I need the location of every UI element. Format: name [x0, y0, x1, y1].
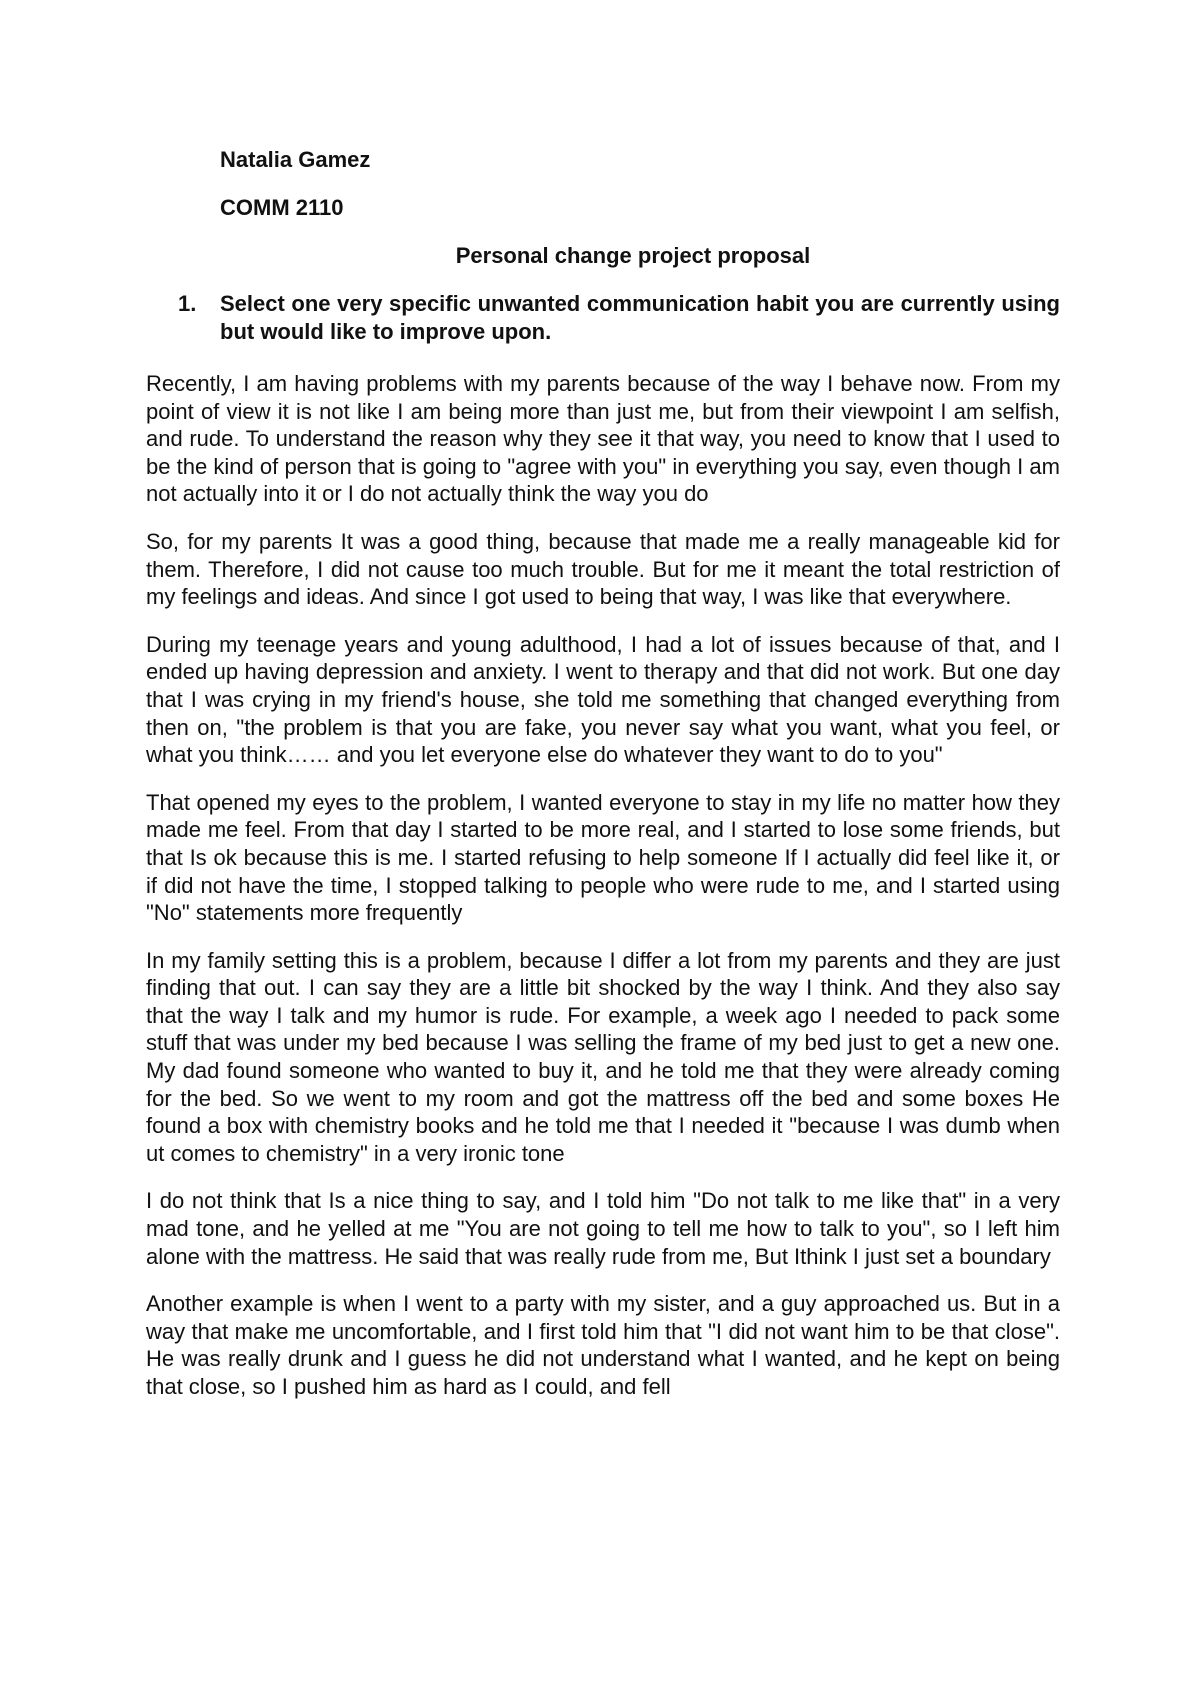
question-number: 1.	[178, 291, 197, 316]
paragraph: I do not think that Is a nice thing to say, and I told him "Do not talk to me like that" in a very mad tone, and he yelled at me "You are not going to tell me how to talk to you", so I left him alone with the mattress. He said that was really rude from me, But Ithink I just set a boundary	[146, 1188, 1060, 1269]
paragraph: Another example is when I went to a party with my sister, and a guy approached us. But in a way that make me uncomfortable, and I first told him that "I did not want him to be that close". He was really drunk and I guess he did not understand what I wanted, and he kept on being that close, so I pushed him as hard as I could, and fell	[146, 1291, 1060, 1399]
question-text: Select one very specific unwanted communication habit you are currently using but would like to improve upon.	[220, 291, 1060, 344]
question-item	[178, 290, 1060, 346]
course-code: COMM 2110	[220, 195, 344, 220]
paragraph: Recently, I am having problems with my parents because of the way I behave now. From my point of view it is not like I am being more than just me, but from their viewpoint I am selfish, and rude. To understand the reason why they see it that way, you need to know that I used to be the kind of person that is going to "agree with you" in everything you say, even though I am not actually into it or I do not actually think the way you do	[146, 371, 1060, 507]
paragraph: In my family setting this is a problem, because I differ a lot from my parents and they are just finding that out. I can say they are a little bit shocked by the way I think. And they also say that the way I talk and my humor is rude. For example, a week ago I needed to pack some stuff that was under my bed because I was selling the frame of my bed just to get a new one. My dad found someone who wanted to buy it, and he told me that they were already coming for the bed. So we went to my room and got the mattress off the bed and some boxes He found a box with chemistry books and he told me that I needed it "because I was dumb when ut comes to chemistry" in a very ironic tone	[146, 947, 1060, 1166]
body-text	[146, 370, 1060, 1421]
author-name: Natalia Gamez	[220, 147, 371, 172]
paragraph: So, for my parents It was a good thing, because that made me a really manageable kid for them. Therefore, I did not cause too much trouble. But for me it meant the total restriction of my feelings and ideas. And since I got used to being that way, I was like that everywhere.	[146, 528, 1060, 610]
paragraph: That opened my eyes to the problem, I wanted everyone to stay in my life no matter how they made me feel. From that day I started to be more real, and I started to lose some friends, but that Is ok because this is me. I started refusing to help someone If I actually did feel like it, or if did not have the time, I stopped talking to people who were rude to me, and I started using "No" statements more frequently	[146, 789, 1060, 926]
paragraph: During my teenage years and young adulthood, I had a lot of issues because of that, and I ended up having depression and anxiety. I went to therapy and that did not work. But one day that I was crying in my friend's house, she told me something that changed everything from then on, "the problem is that you are fake, you never say what you want, what you feel, or what you think…… and you let everyone else do whatever they want to do to you"	[146, 631, 1060, 768]
document-title: Personal change project proposal	[455, 243, 811, 268]
